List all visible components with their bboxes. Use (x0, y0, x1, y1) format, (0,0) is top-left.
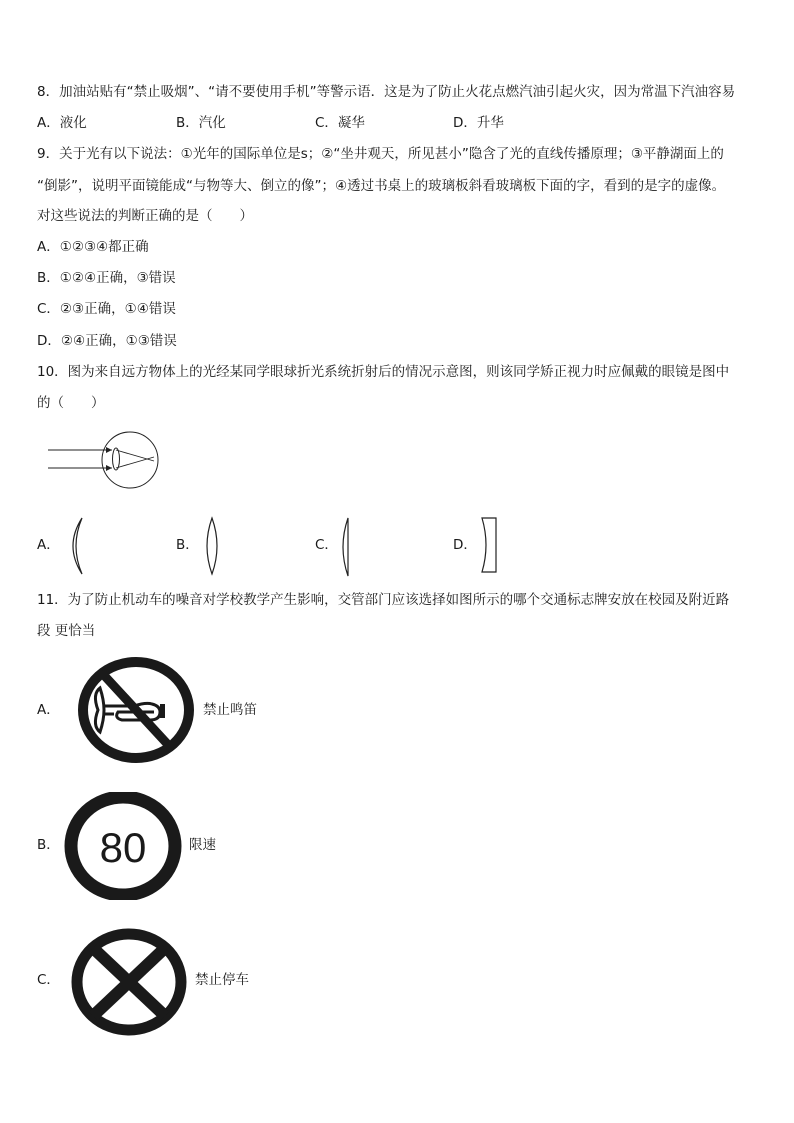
q10-option-b: B． (176, 537, 199, 553)
eye-diagram (44, 428, 162, 494)
q9-stem-line-3: 对这些说法的判断正确的是（ ） (37, 208, 253, 224)
q9-stem-line-1: 9．关于光有以下说法：①光年的国际单位是s；②“坐井观天，所见甚小”隐含了光的直线传播原理；③平静湖面上的 (37, 146, 724, 162)
no-horn-sign-icon (74, 654, 198, 766)
no-stopping-sign-icon (69, 926, 189, 1038)
q11-option-c-letter: C． (37, 972, 60, 988)
q9-option-d: D．②④正确，①③错误 (37, 333, 177, 349)
q11-stem-line-2: 段 更恰当 (37, 623, 96, 639)
concave-lens-a (62, 516, 92, 576)
speed-limit-sign-icon (64, 792, 182, 900)
q8-option-c: C．凝华 (315, 115, 365, 131)
q8-option-b: B．汽化 (176, 115, 226, 131)
q9-option-b: B．①②④正确，③错误 (37, 270, 176, 286)
speed-limit-number: 80 (99, 824, 147, 871)
q11-option-b-caption: 限速 (189, 837, 216, 853)
q10-option-c: C． (315, 537, 338, 553)
q11-option-c-caption: 禁止停车 (195, 972, 249, 988)
plano-concave-lens-d (478, 514, 502, 576)
q11-option-a-caption: 禁止鸣笛 (203, 702, 257, 718)
q10-stem-line-2: 的（ ） (37, 395, 105, 411)
q9-option-a: A．①②③④都正确 (37, 239, 149, 255)
q11-stem-line-1: 11．为了防止机动车的噪音对学校教学产生影响，交管部门应该选择如图所示的哪个交通标志牌安放在校园及附近路 (37, 592, 730, 608)
q8-stem: 8．加油站贴有“禁止吸烟”、“请不要使用手机”等警示语．这是为了防止火花点燃汽油引起火灾，因为常温下汽油容易 (37, 84, 736, 100)
q8-option-a: A．液化 (37, 115, 87, 131)
q11-option-a-letter: A． (37, 702, 60, 718)
q10-stem-line-1: 10．图为来自远方物体上的光经某同学眼球折光系统折射后的情况示意图，则该同学矫正视力时应佩戴的眼镜是图中 (37, 364, 730, 380)
q9-stem-line-2: “倒影”，说明平面镜能成“与物等大、倒立的像”；④透过书桌上的玻璃板斜看玻璃板下面的字，看到的是字的虚像。 (37, 178, 726, 194)
convex-lens-b (202, 516, 222, 576)
q8-option-d: D．升华 (453, 115, 504, 131)
q9-option-c: C．②③正确，①④错误 (37, 301, 176, 317)
plano-convex-lens-c (336, 516, 356, 578)
q10-option-d: D． (453, 537, 477, 553)
q11-option-b-letter: B． (37, 837, 60, 853)
q10-option-a: A． (37, 537, 60, 553)
